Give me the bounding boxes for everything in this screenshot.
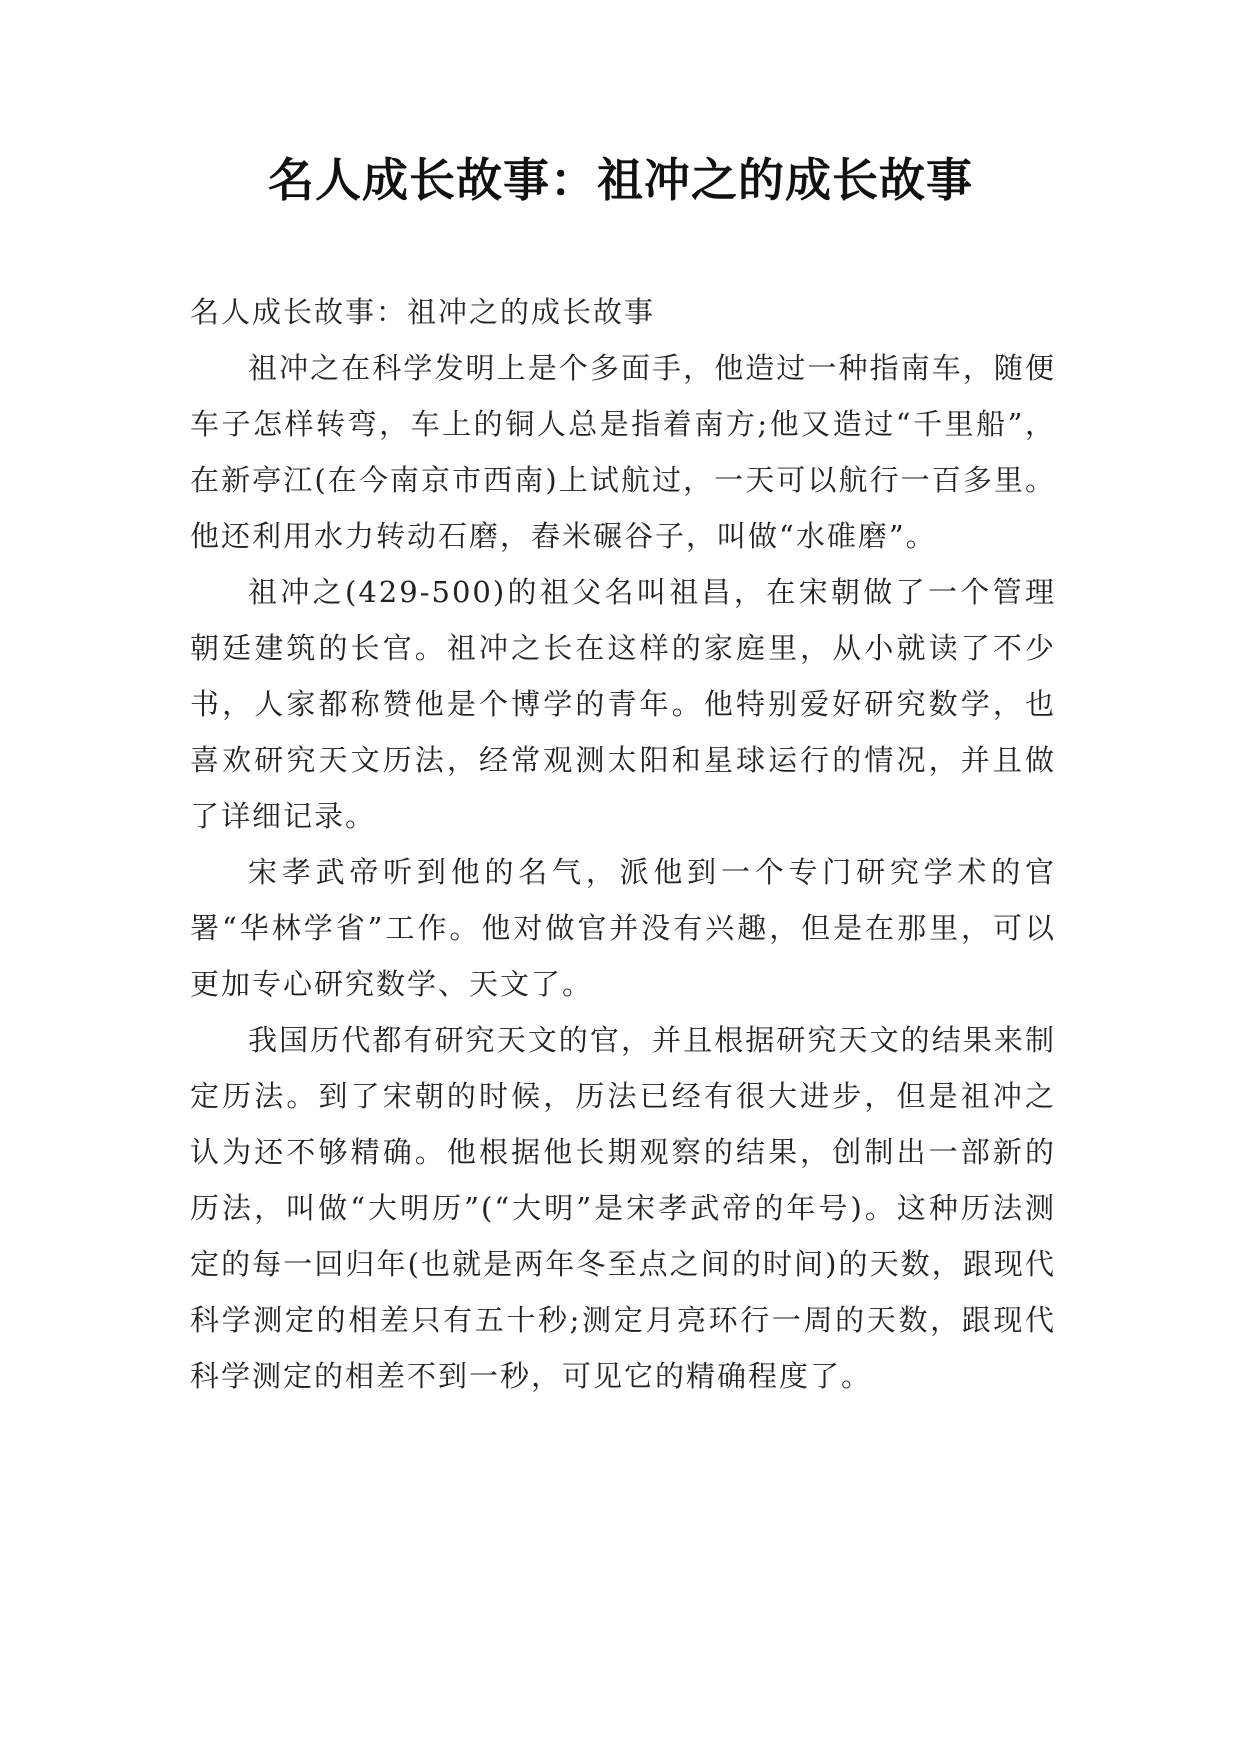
paragraph-4: 我国历代都有研究天文的官，并且根据研究天文的结果来制定历法。到了宋朝的时候，历法已经有很大进步，但是祖冲之认为还不够精确。他根据他长期观察的结果，创制出一部新的历法，叫做“大明历”(“大明”是宋孝武帝的年号)。这种历法测定的每一回归年(也就是两年冬至点之间的时间)的天数，跟现代科学测定的相差只有五十秒;测定月亮环行一周的天数，跟现代科学测定的相差不到一秒，可见它的精确程度了。 <box>190 1023 1056 1393</box>
paragraph-3: 宋孝武帝听到他的名气，派他到一个专门研究学术的官署“华林学省”工作。他对做官并没有兴趣，但是在那里，可以更加专心研究数学、天文了。 <box>190 855 1056 1001</box>
page-title: 名人成长故事：祖冲之的成长故事 <box>268 153 973 207</box>
document-body <box>190 284 1056 1404</box>
document-subtitle: 名人成长故事：祖冲之的成长故事 <box>190 295 656 329</box>
paragraph-1: 祖冲之在科学发明上是个多面手，他造过一种指南车，随便车子怎样转弯，车上的铜人总是指着南方;他又造过“千里船”，在新亭江(在今南京市西南)上试航过，一天可以航行一百多里。他还利用水力转动石磨，舂米碾谷子，叫做“水碓磨”。 <box>190 351 1056 553</box>
paragraph-2: 祖冲之(429-500)的祖父名叫祖昌，在宋朝做了一个管理朝廷建筑的长官。祖冲之长在这样的家庭里，从小就读了不少书，人家都称赞他是个博学的青年。他特别爱好研究数学，也喜欢研究天文历法，经常观测太阳和星球运行的情况，并且做了详细记录。 <box>190 575 1056 833</box>
